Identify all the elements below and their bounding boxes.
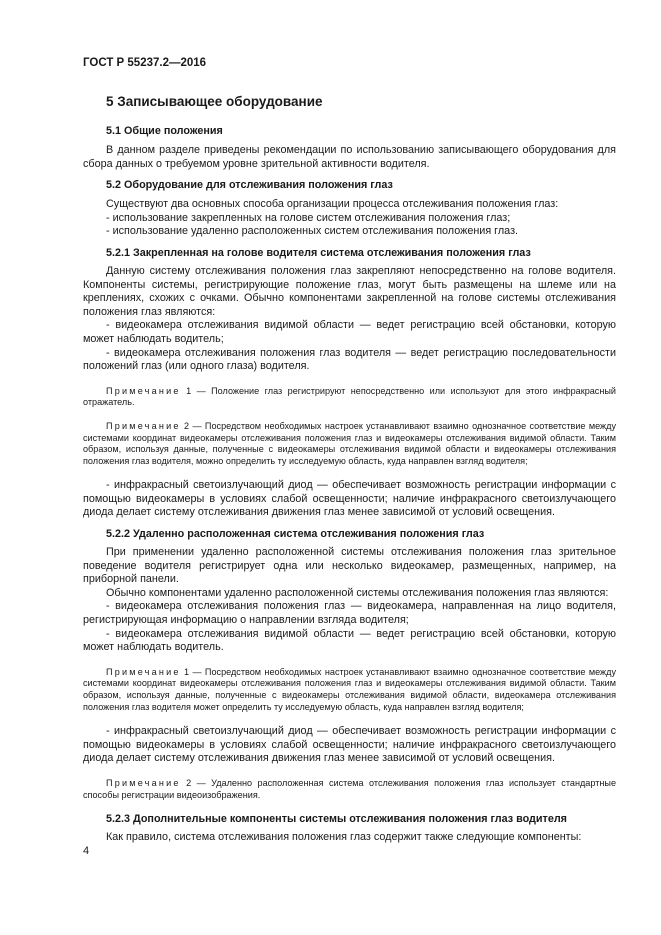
section-5-2-title: 5.2 Оборудование для отслеживания положения глаз [106, 179, 393, 192]
note-label: Примечание [106, 777, 181, 788]
list-item: - инфракрасный светоизлучающий диод — обеспечивает возможность регистрации информации с помощью видеокамеры в условиях слабой освещенности; наличие инфракрасного светоизлучающего диода делает систему отслеживания движения глаз менее зависимой от условий освещения. [83, 479, 616, 519]
section-5-1-title: 5.1 Общие положения [106, 125, 223, 137]
note [83, 778, 616, 801]
section-5-2-2-title: 5.2.2 Удаленно расположенная система отслеживания положения глаз [106, 528, 485, 541]
document-body [83, 88, 616, 845]
section-5-2-3-title: 5.2.3 Дополнительные компоненты системы отслеживания положения глаз водителя [106, 813, 567, 826]
note [83, 421, 616, 467]
page-number: 4 [83, 845, 90, 857]
section-5-2-1-title: 5.2.1 Закрепленная на голове водителя система отслеживания положения глаз [106, 246, 531, 259]
note-text: 1 — Посредством необходимых настроек устанавливают взаимно однозначное соответствие между системами координат видеокамеры отслеживания положения глаз и видеокамеры отслеживания видимой области. Таким образом, используя данные, полученные с видеокамеры отслеживания видимой области, видеокамера отслеживания положения глаз водителя может определить ту исследуемую область, куда направлен взгляд водителя; [83, 666, 616, 712]
section-5-title: 5 Записывающее оборудование [106, 94, 323, 109]
list-item: - использование закрепленных на голове систем отслеживания положения глаз; [106, 211, 511, 224]
list-item: - видеокамера отслеживания видимой области — ведет регистрацию всей обстановки, которую может наблюдать водитель; [83, 319, 616, 345]
list-item: - использование удаленно расположенных систем отслеживания положения глаз. [106, 225, 519, 238]
list-item: - видеокамера отслеживания видимой области — ведет регистрацию всей обстановки, которую может наблюдать водитель. [83, 627, 616, 654]
paragraph: Как правило, система отслеживания положения глаз содержит также следующие компоненты: [106, 831, 582, 844]
list-item: - видеокамера отслеживания положения глаз — видеокамера, направленная на лицо водителя, регистрирующая информацию о направлении взгляда водителя; [83, 600, 616, 627]
note-text: 2 — Удаленно расположенная система отслеживания положения глаз использует стандартные способы регистрации видеоизображения. [83, 777, 616, 800]
paragraph: При применении удаленно расположенной системы отслеживания положения глаз зрительное поведение водителя регистрирует одна или несколько видеокамер, размещенных, например, на приборной панели. [83, 546, 616, 586]
note [83, 386, 616, 409]
note-label: Примечание [106, 420, 181, 431]
note [83, 667, 616, 713]
paragraph: Данную систему отслеживания положения глаз закрепляют непосредственно на голове водителя. Компоненты системы, регистрирующие положение глаз, могут быть размещены на шлеме или на креплениях, схожих с очками. Обычно компонентами закрепленной на голове системы отслеживания положения глаз являются: [83, 264, 616, 318]
note-label: Примечание [106, 666, 181, 677]
note-text: 2 — Посредством необходимых настроек устанавливают взаимно однозначное соответствие между системами координат видеокамеры отслеживания положения глаз и видеокамеры отслеживания видимой области. Таким образом, используя данные, полученные с видеокамеры отслеживания видимой области и видеокамеры отслеживания положения глаз водителя, можно определить ту исследуемую область, куда направлен взгляд водителя; [83, 420, 616, 466]
list-item: - видеокамера отслеживания положения глаз водителя — ведет регистрацию последовательности положений глаз (или одного глаза) водителя. [83, 346, 616, 373]
note-label: Примечание [106, 385, 181, 396]
paragraph: Существуют два основных способа организации процесса отслеживания положения глаз: [106, 198, 559, 211]
paragraph: В данном разделе приведены рекомендации по использованию записывающего оборудования для сбора данных о требуемом уровне зрительной активности водителя. [83, 144, 616, 170]
note-text: 1 — Положение глаз регистрируют непосредственно или используют для этого инфракрасный отражатель. [83, 385, 616, 408]
document-header: ГОСТ Р 55237.2—2016 [83, 57, 207, 69]
paragraph: Обычно компонентами удаленно расположенной системы отслеживания положения глаз являются: [106, 586, 609, 599]
list-item: - инфракрасный светоизлучающий диод — обеспечивает возможность регистрации информации с помощью видеокамеры в условиях слабой освещенности; наличие инфракрасного светоизлучающего диода делает систему отслеживания движения глаз менее зависимой от условий освещения. [83, 725, 616, 765]
